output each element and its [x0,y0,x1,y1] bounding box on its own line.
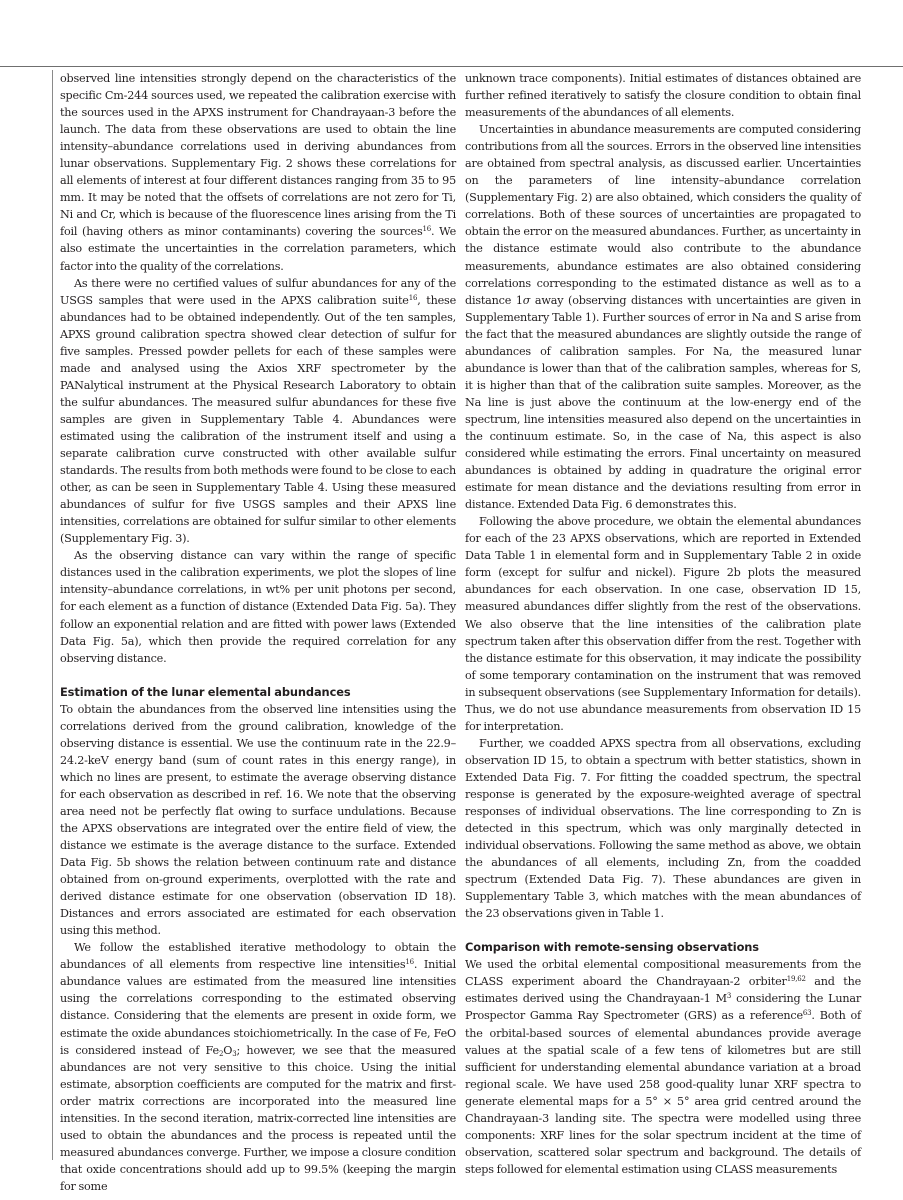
citation: 19,62 [786,975,806,984]
paragraph-iterative-method: We follow the established iterative methodology to obtain the abundances of all elements from respective line intensities$^{16}$. Initial abundance values are estimated from the measured line intensities using the correlations corresponding to the estimated observing distance. Considering that the elements are present in oxide form, we estimate the oxide abundances stoichiometrically. In the case of Fe, FeO is considered instead of $Fe_2O_3$; however, we see that the measured abundances are not very sensitive to this choice. Using the initial estimate, absorption coefficients are computed for the matrix and first-order matrix corrections are incorporated into the measured line intensities. In the second iteration, matrix-corrected line intensities are used to obtain the abundances and the process is repeated until the measured abundances converge. Further, we impose a closure condition that oxide concentrations should add up to 99.5% (keeping the margin for some [60,941,457,1193]
section-heading-comparison: Comparison with remote-sensing observations [465,940,759,955]
margin-bar [52,70,53,1160]
right-column [465,70,861,1178]
left-column [60,70,456,1195]
paragraph-observation-abundances: Following the above procedure, we obtain the elemental abundances for each of the 23 APXS observations, which are reported in Extended Data Table 1 in elemental form and in Supplementary Table 2 in oxide form (except for sulfur and nickel). Figure 2b plots the measured abundances for each observation. In one case, observation ID 15, measured abundances differ slightly from the rest of the observations. We also observe that the line intensities of the calibration plate spectrum taken after this observation differ from the rest. Together with the distance estimate for this observation, it may indicate the possibility of some temporary contamination on the instrument that was removed in subsequent observations (see Supplementary Information for details). Thus, we do not use abundance measurements from observation ID 15 for interpretation. [465,515,861,733]
paragraph-sulfur-abundances: As there were no certified values of sulfur abundances for any of the USGS samples that were used in the APXS calibration suite$^{16}$, these abundances had to be obtained independently. Out of the ten samples, APXS ground calibration spectra showed clear detection of sulfur for five samples. Pressed powder pellets for each of these samples were made and analysed using the Axios XRF spectrometer by the PANalytical instrument at the Physical Research Laboratory to obtain the sulfur abundances. The measured sulfur abundances for these five samples are given in Supplementary Table 4. Abundances were estimated using the calibration of the instrument itself and using a separate calibration curve constructed with other available sulfur standards. The results from both methods were found to be close to each other, as can be seen in Supplementary Table 4. Using these measured abundances of sulfur for five USGS samples and their APXS line intensities, correlations are obtained for sulfur similar to other elements (Supplementary Fig. 3). [60,276,456,546]
paragraph-orbital-comparison: We used the orbital elemental compositional measurements from the CLASS experiment aboard the Chandrayaan-2 orbiter$^{19,62}$ and the estimates derived using the Chandrayaan-1 $M^3$ considering the Lunar Prospector Gamma Ray Spectrometer (GRS) as a reference$^{63}$. Both of the orbital-based sources of elemental abundances provide average values at the spatial scale of a few tens of kilometres but are still sufficient for understanding elemental abundance variation at a broad regional scale. We have used 258 good-quality lunar XRF spectra to generate elemental maps for a 5° × 5° area grid centred around the Chandrayaan-3 landing site. The spectra were modelled using three components: XRF lines for the solar spectrum incident at the time of observation, scattered solar spectrum and background. The details of steps followed for elemental estimation using CLASS measurements [465,958,862,1176]
paragraph-coadded-spectra: Further, we coadded APXS spectra from all observations, excluding observation ID 15, to obtain a spectrum with better statistics, shown in Extended Data Fig. 7. For fitting the coadded spectrum, the spectral response is generated by the exposure-weighted average of spectral responses of individual observations. The line corresponding to Zn is detected in this spectrum, which was only marginally detected in individual observations. Following the same method as above, we obtain the abundances of all elements, including Zn, from the coadded spectrum (Extended Data Fig. 7). These abundances are given in Supplementary Table 3, which matches with the mean abundances of the 23 observations given in Table 1. [465,736,861,921]
citation: 63 [802,1009,812,1018]
paragraph-calibration-sources: observed line intensities strongly depend on the characteristics of the specific Cm-244 sources used, we repeated the calibration exercise with the sources used in the APXS instrument for Chandrayaan-3 before the launch. The data from these observations are used to obtain the line intensity–abundance correlations used in deriving abundances from lunar observations. Supplementary Fig. 2 shows these correlations for all elements of interest at four different distances ranging from 35 to 95 mm. It may be noted that the offsets of correlations are not zero for Ti, Ni and Cr, which is because of the fluorescence lines arising from the Ti foil (having others as minor contaminants) covering the sources$^{16}$. We also estimate the uncertainties in the correlation parameters, which factor into the quality of the correlations. [60,72,456,273]
paragraph-closure-continued: unknown trace components). Initial estimates of distances obtained are further refined iteratively to satisfy the closure condition to obtain final measurements of the abundances of all elements. [465,72,861,120]
header-rule [0,66,903,67]
citation: 16 [408,293,418,302]
citation: 16 [405,958,414,967]
paragraph-distance-slopes: As the observing distance can vary within the range of specific distances used in the calibration experiments, we plot the slopes of line intensity–abundance correlations, in wt% per unit photons per second, for each element as a function of distance (Extended Data Fig. 5a). They follow an exponential relation and are fitted with power laws (Extended Data Fig. 5a), which then provide the required correlation for any observing distance. [60,549,456,665]
section-heading-estimation: Estimation of the lunar elemental abundances [60,684,351,699]
paragraph-uncertainties: Uncertainties in abundance measurements are computed considering contributions from all the sources. Errors in the observed line intensities are obtained from spectral analysis, as discussed earlier. Uncertainties on the parameters of line intensity–abundance correlation (Supplementary Fig. 2) are also obtained, which considers the quality of correlations. Both of these sources of uncertainties are propagated to obtain the error on the measured abundances. Further, as uncertainty in the distance estimate would also contribute to the abundance measurements, abundance estimates are also obtained considering correlations corresponding to the estimated distance as well as to a distance 1σ away (observing distances with uncertainties are given in Supplementary Table 1). Further sources of error in Na and S arise from the fact that the measured abundances are slightly outside the range of abundances of calibration samples. For Na, the measured lunar abundance is lower than that of the calibration samples, whereas for S, it is higher than that of the calibration suite samples. Moreover, as the Na line is just above the continuum at the low-energy end of the spectrum, line intensities measured also depend on the uncertainties in the continuum estimate. So, in the case of Na, this aspect is also considered while estimating the errors. Final uncertainty on measured abundances is obtained by adding in quadrature the original error estimate for mean distance and the deviations resulting from error in distance. Extended Data Fig. 6 demonstrates this. [465,123,861,512]
paragraph-observing-distance: To obtain the abundances from the observed line intensities using the correlations derived from the ground calibration, knowledge of the observing distance is essential. We use the continuum rate in the 22.9–24.2-keV energy band (sum of count rates in this energy range), in which no lines are present, to estimate the average observing distance for each observation as described in ref. 16. We note that the observing area need not be perfectly flat owing to surface undulations. Because the APXS observations are integrated over the entire field of view, the distance we estimate is the average distance to the surface. Extended Data Fig. 5b shows the relation between continuum rate and distance obtained from on-ground experiments, overplotted with the rate and derived distance estimate for one observation (observation ID 18). Distances and errors associated are estimated for each observation using this method. [60,702,456,938]
citation: 16 [422,225,432,234]
